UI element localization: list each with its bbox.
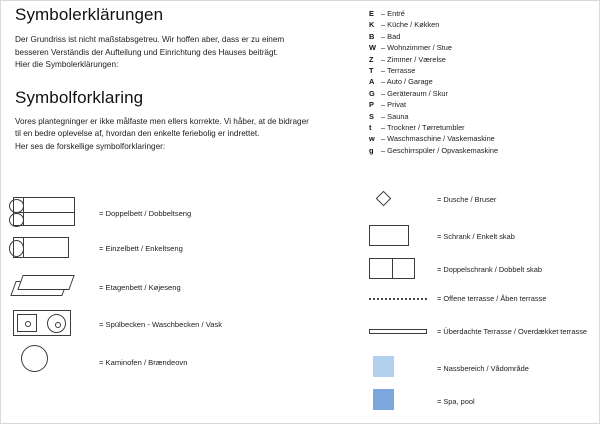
intro-de-line2: besseren Verständis der Aufteilung und Einrichtung des Hauses beiträgt. <box>15 47 279 57</box>
legend-label: = Etagenbett / Køjeseng <box>99 283 181 292</box>
bunk-bed-icon <box>13 275 73 299</box>
cabinet-icon <box>369 225 409 246</box>
double-bed-icon <box>13 197 75 226</box>
intro-da-line3: Her ses de forskellige symbolforklaringer: <box>15 141 166 151</box>
letter-legend-item <box>369 100 593 111</box>
letter-legend-item <box>369 32 593 43</box>
legend-label: = Doppelschrank / Dobbelt skab <box>437 265 542 274</box>
legend-row-covered-terrace <box>367 323 595 356</box>
legend-label: = Offene terrasse / Åben terrasse <box>437 294 546 303</box>
legend-label: = Doppelbett / Dobbeltseng <box>99 209 191 218</box>
letter-desc: – Wohnzimmer / Stue <box>381 43 452 52</box>
legend-row-double-bed <box>13 197 358 234</box>
legend-row-single-bed <box>13 234 358 271</box>
legend-label: = Überdachte Terrasse / Overdækket terrasse <box>437 327 587 336</box>
intro-paragraph-de <box>15 34 333 72</box>
letter-legend-item <box>369 43 593 54</box>
letter-legend-item <box>369 77 593 88</box>
letter-key: T <box>369 65 374 75</box>
wet-area-swatch <box>369 356 394 377</box>
page-title-da: Symbolforklaring <box>15 87 144 107</box>
letter-desc: – Küche / Køkken <box>381 20 439 29</box>
letter-legend-item <box>369 89 593 100</box>
legend-row-fireplace <box>13 345 358 382</box>
legend-row-open-terrace <box>367 290 595 323</box>
letter-key: Z <box>369 54 374 64</box>
letter-key: S <box>369 111 374 121</box>
intro-da-line1: Vores plantegninger er ikke målfaste men ellers korrekte. Vi håber, at de bidrager <box>15 116 309 126</box>
letter-legend-item <box>369 20 593 31</box>
letter-desc: – Auto / Garage <box>381 77 433 86</box>
letter-desc: – Waschmaschine / Vaskemaskine <box>381 134 495 143</box>
letter-key: G <box>369 88 375 98</box>
intro-de-line1: Der Grundriss ist nicht maßstabsgetreu. Wir hoffen aber, dass er zu einem <box>15 35 285 44</box>
legend-row-shower <box>367 191 595 224</box>
letter-key: t <box>369 122 372 132</box>
legend-label: = Spa, pool <box>437 397 475 406</box>
letter-desc: – Entré <box>381 9 405 18</box>
legend-label: = Kaminofen / Brændeovn <box>99 358 187 367</box>
legend-label: = Spülbecken - Waschbecken / Vask <box>99 320 222 329</box>
letter-legend <box>369 9 593 157</box>
letter-legend-item <box>369 146 593 157</box>
letter-key: g <box>369 145 374 155</box>
open-terrace-icon <box>369 290 427 300</box>
legend-row-cabinet <box>367 224 595 257</box>
letter-desc: – Terrasse <box>381 66 415 75</box>
shower-icon <box>369 191 389 204</box>
letter-legend-item <box>369 112 593 123</box>
right-symbol-legend <box>367 191 595 422</box>
legend-row-bunk-bed <box>13 271 358 308</box>
left-text-column <box>15 5 355 154</box>
letter-legend-item <box>369 9 593 20</box>
fireplace-icon <box>21 345 48 372</box>
letter-key: K <box>369 20 375 30</box>
letter-legend-item <box>369 123 593 134</box>
letter-desc: – Zimmer / Værelse <box>381 55 446 64</box>
page-title-de: Symbolerklärungen <box>15 5 164 24</box>
letter-key: W <box>369 43 376 53</box>
legend-row-sink <box>13 308 358 345</box>
legend-label: = Dusche / Bruser <box>437 195 496 204</box>
covered-terrace-icon <box>369 323 427 334</box>
intro-da-line2: til en bedre oplevelse af, hvordan den enkelte feriebolig er indrettet. <box>15 129 260 139</box>
sink-icon <box>13 310 71 336</box>
double-cabinet-icon <box>369 258 415 279</box>
letter-desc: – Geräteraum / Skur <box>381 89 448 98</box>
left-symbol-legend <box>13 197 358 382</box>
pool-swatch <box>369 389 394 410</box>
legend-row-double-cabinet <box>367 257 595 290</box>
letter-desc: – Privat <box>381 100 406 109</box>
single-bed-icon <box>13 237 69 258</box>
letter-key: w <box>369 134 375 144</box>
legend-label: = Einzelbett / Enkeltseng <box>99 244 183 253</box>
letter-legend-item <box>369 55 593 66</box>
legend-label: = Nassbereich / Vådområde <box>437 364 529 373</box>
intro-paragraph-da <box>15 116 333 154</box>
legend-row-pool <box>367 389 595 422</box>
letter-key: A <box>369 77 375 87</box>
legend-label: = Schrank / Enkelt skab <box>437 232 515 241</box>
letter-legend-item <box>369 66 593 77</box>
letter-key: P <box>369 100 374 110</box>
letter-desc: – Bad <box>381 32 400 41</box>
letter-key: E <box>369 9 374 18</box>
letter-key: B <box>369 31 375 41</box>
intro-de-line3: Hier die Symbolerklärungen: <box>15 60 119 70</box>
letter-desc: – Sauna <box>381 112 409 121</box>
legend-row-wet-area <box>367 356 595 389</box>
letter-desc: – Geschirrspüler / Opvaskemaskine <box>381 146 498 155</box>
letter-legend-item <box>369 134 593 145</box>
letter-desc: – Trockner / Tørretumbler <box>381 123 465 132</box>
